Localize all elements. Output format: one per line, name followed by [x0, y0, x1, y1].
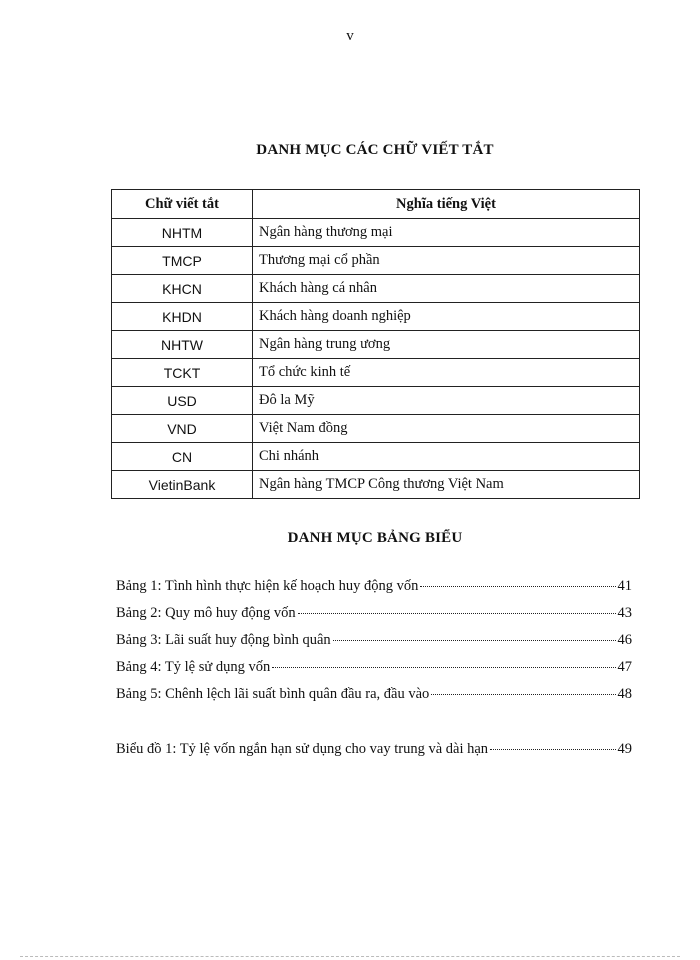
abbreviation-code: NHTW [112, 331, 253, 359]
tables-list-heading: DANH MỤC BẢNG BIỂU [287, 530, 463, 546]
table-row [112, 359, 640, 387]
toc-entry-page: 43 [617, 605, 632, 621]
abbreviation-code: KHCN [112, 275, 253, 303]
charts-list [116, 741, 632, 768]
toc-entry [116, 686, 632, 713]
table-row [112, 387, 640, 415]
toc-entry-label: Biểu đồ 1: Tỷ lệ vốn ngắn hạn sử dụng cho vay trung và dài hạn [116, 741, 489, 757]
toc-entry [116, 578, 632, 605]
abbreviation-code: VietinBank [112, 471, 253, 499]
toc-entry-label: Bảng 4: Tỷ lệ sử dụng vốn [116, 659, 271, 675]
page-bottom-divider [20, 956, 680, 957]
dot-leader [272, 666, 615, 668]
abbreviation-code: TCKT [112, 359, 253, 387]
toc-entry-page: 47 [617, 659, 632, 675]
toc-entry-label: Bảng 3: Lãi suất huy động bình quân [116, 632, 331, 648]
abbreviation-meaning: Đô la Mỹ [253, 387, 640, 415]
abbreviations-heading: DANH MỤC CÁC CHỮ VIẾT TẮT [256, 142, 494, 158]
abbreviation-code: KHDN [112, 303, 253, 331]
toc-entry-page: 49 [617, 741, 632, 757]
dot-leader [490, 748, 615, 750]
abbreviation-meaning: Thương mại cổ phần [253, 247, 640, 275]
toc-entry-page: 48 [617, 686, 632, 702]
abbreviation-meaning: Việt Nam đồng [253, 415, 640, 443]
abbreviation-meaning: Tổ chức kinh tế [253, 359, 640, 387]
abbreviation-meaning: Ngân hàng trung ương [253, 331, 640, 359]
column-header-meaning: Nghĩa tiếng Việt [253, 190, 640, 219]
abbreviation-code: USD [112, 387, 253, 415]
table-row [112, 219, 640, 247]
toc-entry-page: 41 [617, 578, 632, 594]
table-header-row [112, 190, 640, 219]
table-row [112, 247, 640, 275]
tables-list [116, 578, 632, 713]
table-row [112, 303, 640, 331]
toc-entry [116, 659, 632, 686]
toc-entry [116, 741, 632, 768]
toc-entry-label: Bảng 2: Quy mô huy động vốn [116, 605, 296, 621]
dot-leader [431, 693, 615, 695]
toc-entry [116, 605, 632, 632]
abbreviation-code: TMCP [112, 247, 253, 275]
toc-entry-label: Bảng 1: Tình hình thực hiện kế hoạch huy động vốn [116, 578, 419, 594]
abbreviations-table [111, 189, 640, 499]
page-number: v [346, 28, 354, 44]
table-row [112, 415, 640, 443]
abbreviation-meaning: Khách hàng doanh nghiệp [253, 303, 640, 331]
dot-leader [298, 612, 616, 614]
table-row [112, 471, 640, 499]
abbreviation-meaning: Ngân hàng TMCP Công thương Việt Nam [253, 471, 640, 499]
table-row [112, 275, 640, 303]
column-header-abbreviation: Chữ viết tắt [112, 190, 253, 219]
table-row [112, 443, 640, 471]
abbreviation-meaning: Khách hàng cá nhân [253, 275, 640, 303]
table-row [112, 331, 640, 359]
toc-entry-label: Bảng 5: Chênh lệch lãi suất bình quân đầu ra, đầu vào [116, 686, 430, 702]
abbreviation-meaning: Ngân hàng thương mại [253, 219, 640, 247]
abbreviation-code: CN [112, 443, 253, 471]
toc-entry-page: 46 [617, 632, 632, 648]
dot-leader [333, 639, 616, 641]
dot-leader [420, 585, 615, 587]
toc-entry [116, 632, 632, 659]
abbreviation-meaning: Chi nhánh [253, 443, 640, 471]
abbreviation-code: VND [112, 415, 253, 443]
abbreviation-code: NHTM [112, 219, 253, 247]
